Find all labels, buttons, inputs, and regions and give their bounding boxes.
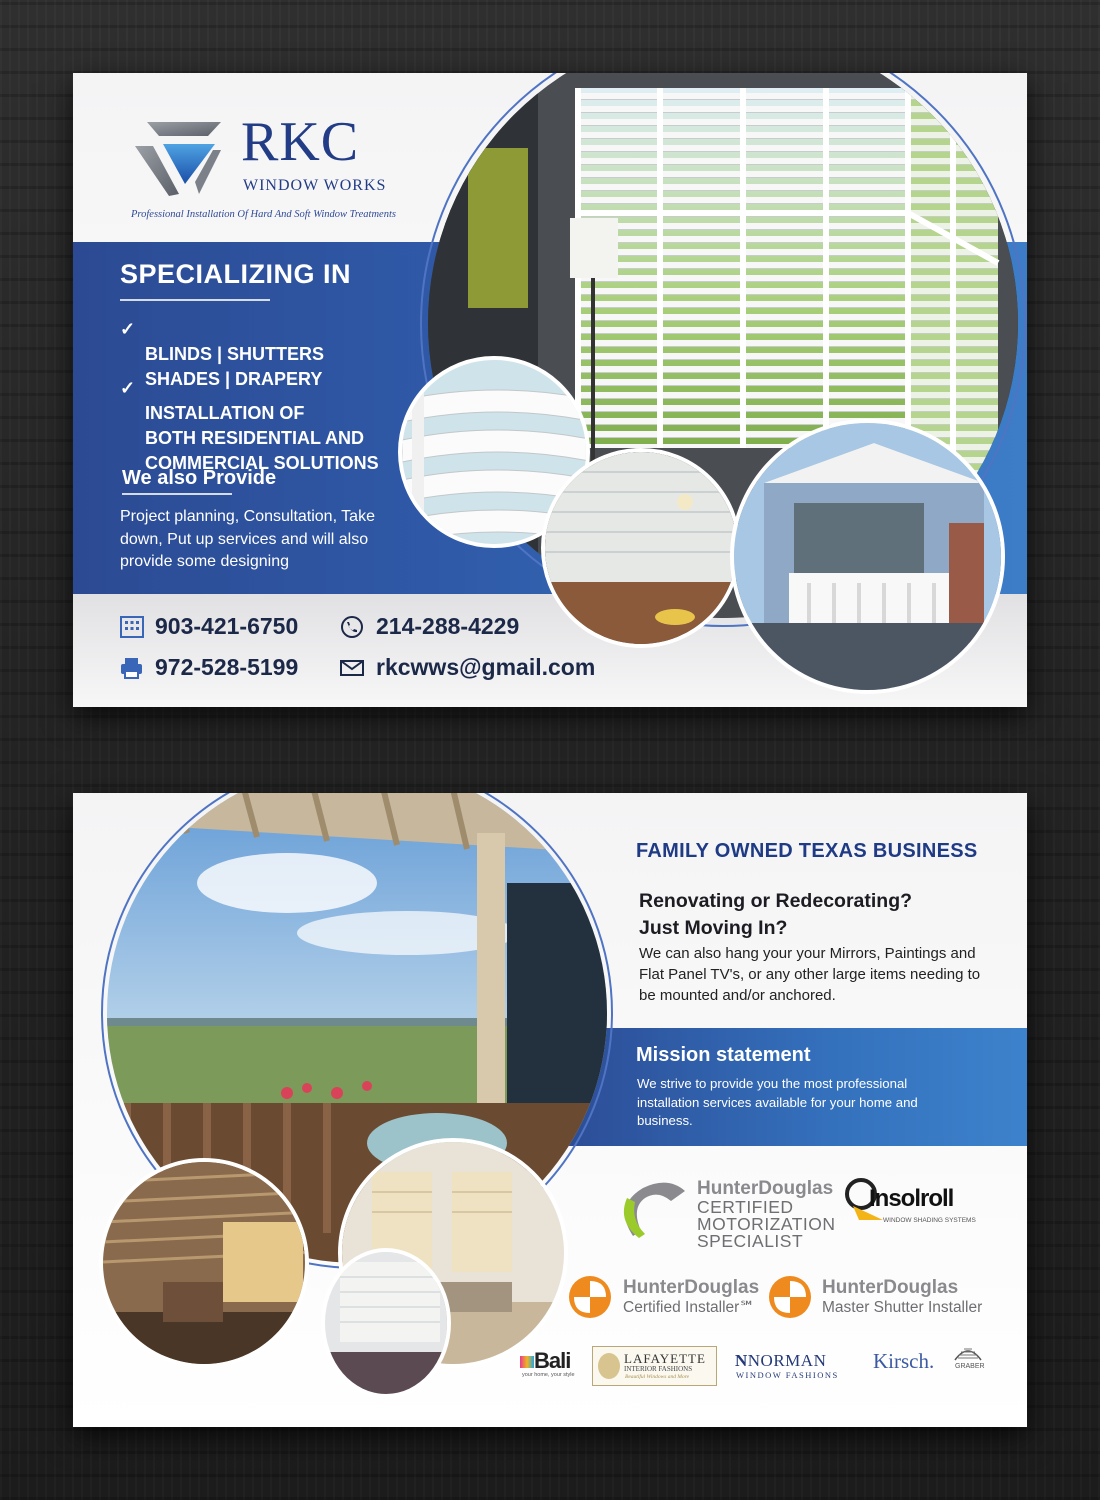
phone-icon <box>339 615 367 639</box>
fax[interactable] <box>118 654 298 681</box>
fax-icon <box>118 656 146 680</box>
norman-sub: WINDOW FASHIONS <box>736 1370 839 1380</box>
kirsch-logo: Kirsch. <box>873 1349 935 1373</box>
office-phone-number: 903-421-6750 <box>155 613 299 639</box>
house-exterior-photo <box>730 419 1005 694</box>
logo-name: RKC <box>241 111 360 173</box>
building-icon <box>118 615 146 639</box>
also-provide-heading: We also Provide <box>122 467 277 489</box>
checkmark-icon: ✓ <box>120 378 136 398</box>
mail-icon <box>339 656 367 680</box>
mobile-phone[interactable] <box>339 613 519 640</box>
bali-logo: Bali <box>520 1348 570 1374</box>
email-address: rkcwws@gmail.com <box>376 654 596 680</box>
checkmark-icon: ✓ <box>120 319 136 339</box>
house-illustration <box>734 423 1005 694</box>
renovating-text: We can also hang your your Mirrors, Paintings and Flat Panel TV's, or any other large items needing to be mounted and/or anchored. <box>639 945 981 1004</box>
bali-stripe-icon <box>520 1356 534 1368</box>
hunter-douglas-shutter-icon <box>768 1275 812 1319</box>
graber-name: GRABER <box>955 1363 985 1370</box>
renovating-heading: Renovating or Redecorating? Just Moving In? <box>639 890 913 939</box>
hd-motorization-line2: MOTORIZATION <box>697 1214 836 1234</box>
checklist-item: ✓ BLINDS | SHUTTERS SHADES | DRAPERY <box>120 319 325 389</box>
divider <box>122 493 232 495</box>
back-card <box>73 793 1027 1427</box>
lafayette-emblem-icon <box>598 1353 620 1379</box>
mobile-phone-number: 214-288-4229 <box>376 613 520 639</box>
interior-illustration <box>545 452 741 648</box>
front-card <box>73 73 1027 707</box>
logo-subtitle: WINDOW WORKS <box>243 177 387 194</box>
mission-heading: Mission statement <box>636 1044 811 1066</box>
checklist-item: ✓ INSTALLATION OF BOTH RESIDENTIAL AND COMMERCIAL SOLUTIONS <box>120 378 379 473</box>
rkc-logo-icon <box>133 120 223 198</box>
hunter-douglas-certified-icon <box>568 1275 612 1319</box>
family-owned-heading: FAMILY OWNED TEXAS BUSINESS <box>636 840 978 862</box>
hunter-douglas-swoosh-icon <box>613 1176 693 1246</box>
lafayette-logo: LAFAYETTE INTERIOR FASHIONS Beautiful Windows and More <box>592 1346 717 1386</box>
hd-shutter-name: HunterDouglas <box>822 1277 959 1298</box>
fax-number: 972-528-5199 <box>155 654 299 680</box>
graber-logo-icon <box>953 1344 983 1362</box>
mission-text: We strive to provide you the most professional installation services available for your home and business. <box>637 1076 918 1128</box>
sunroom-illustration <box>103 1162 309 1368</box>
interior-photo <box>541 448 741 648</box>
norman-mark-icon: N <box>735 1351 748 1370</box>
hd-shutter-sub: Master Shutter Installer <box>822 1299 983 1316</box>
email[interactable] <box>339 654 595 681</box>
hd-certified-name: HunterDouglas <box>623 1277 760 1298</box>
norman-logo: NNORMAN <box>735 1351 827 1370</box>
divider <box>120 299 270 301</box>
sunroom-photo <box>99 1158 309 1368</box>
bedroom-illustration <box>325 1252 451 1398</box>
insolroll-sub: WINDOW SHADING SYSTEMS <box>883 1217 976 1224</box>
hd-motorization-name: HunterDouglas <box>697 1178 834 1199</box>
hd-motorization-line1: CERTIFIED <box>697 1197 794 1217</box>
logo-tagline: Professional Installation Of Hard And Soft Window Treatments <box>131 209 396 220</box>
office-phone[interactable] <box>118 613 298 640</box>
bedroom-photo <box>321 1248 451 1398</box>
also-provide-text: Project planning, Consultation, Take down, Put up services and will also provide some designing <box>120 508 375 570</box>
hd-certified-sub: Certified Installer℠ <box>623 1299 756 1316</box>
specializing-heading: SPECIALIZING IN <box>120 259 352 289</box>
hd-motorization-line3: SPECIALIST <box>697 1231 804 1251</box>
insolroll-name: Insolroll <box>869 1185 954 1212</box>
bali-sub: your home, your style <box>522 1372 575 1378</box>
